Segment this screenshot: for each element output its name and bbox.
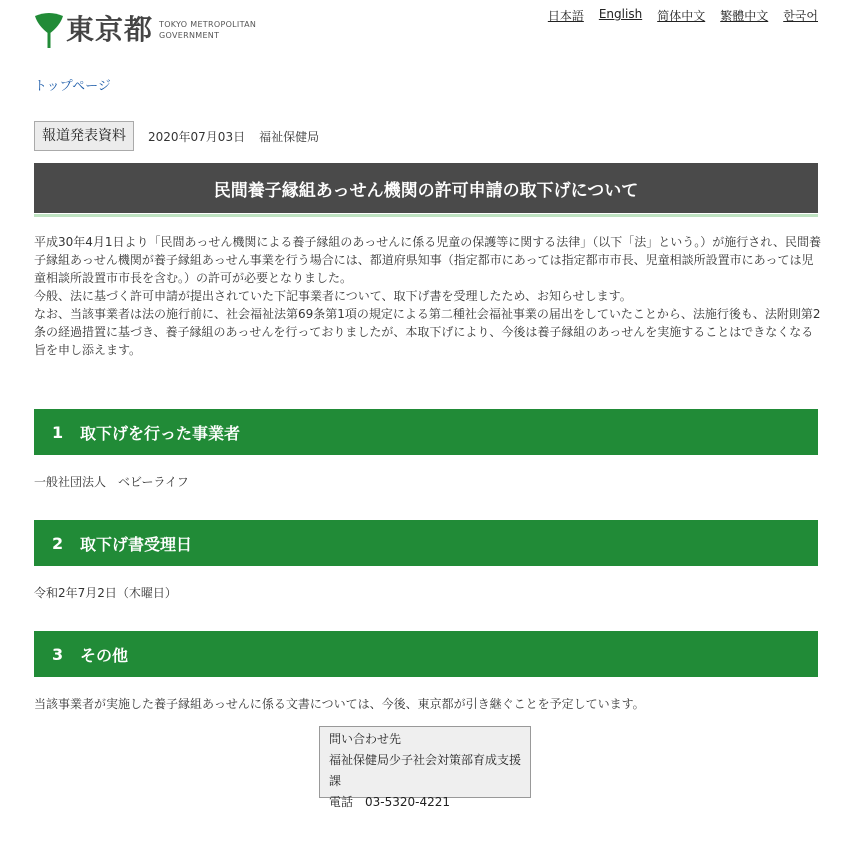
press-date: 2020年07月03日 bbox=[148, 129, 246, 144]
lang-link-japanese[interactable]: 日本語 bbox=[547, 9, 584, 23]
press-bureau: 福祉保健局 bbox=[259, 129, 320, 144]
section-heading-text: 取下げ書受理日 bbox=[80, 534, 193, 554]
section-heading-3 bbox=[34, 631, 818, 677]
press-meta bbox=[34, 121, 319, 151]
contact-department: 福祉保健局少子社会対策部育成支援課 bbox=[329, 753, 522, 788]
site-header bbox=[0, 0, 848, 60]
title-underline bbox=[34, 214, 818, 217]
section-body-2: 令和2年7月2日（木曜日） bbox=[34, 586, 177, 600]
page-title: 民間養子縁組あっせん機関の許可申請の取下げについて bbox=[34, 163, 818, 213]
contact-label: 問い合わせ先 bbox=[329, 732, 402, 746]
intro-paragraph: 今般、法に基づく許可申請が提出されていた下記事業者について、取下げ書を受理したため、お知らせします。 bbox=[34, 289, 632, 303]
section-number: 1 bbox=[52, 422, 64, 442]
ginkgo-leaf-icon bbox=[34, 12, 64, 48]
lang-link-english[interactable]: English bbox=[598, 7, 643, 21]
logo-subtitle bbox=[159, 19, 256, 41]
section-heading-text: その他 bbox=[80, 645, 129, 665]
section-number: 2 bbox=[52, 533, 64, 553]
section-body-3: 当該事業者が実施した養子縁組あっせんに係る文書については、今後、東京都が引き継ぐことを予定しています。 bbox=[34, 697, 645, 711]
logo-text: 東京都 bbox=[66, 13, 154, 46]
logo-subtitle-line1: TOKYO METROPOLITAN bbox=[159, 20, 257, 29]
section-body-1: 一般社団法人 ベビーライフ bbox=[34, 475, 189, 489]
breadcrumb-top-page[interactable]: トップページ bbox=[34, 79, 111, 94]
lang-link-korean[interactable]: 한국어 bbox=[783, 9, 818, 23]
intro-text bbox=[34, 233, 824, 359]
tokyo-logo[interactable] bbox=[34, 12, 256, 48]
section-number: 3 bbox=[52, 644, 64, 664]
intro-paragraph: なお、当該事業者は法の施行前に、社会福祉法第69条第1項の規定による第二種社会福祉事業の届出をしていたことから、法施行後も、法附則第2条の経過措置に基づき、養子縁組のあっせんを行っておりましたが、本取下げにより、今後は養子縁組のあっせんを実施することはできなくなる旨を申し添えます。 bbox=[34, 307, 821, 357]
intro-paragraph: 平成30年4月1日より「民間あっせん機関による養子縁組のあっせんに係る児童の保護等に関する法律」（以下「法」という。）が施行され、民間養子縁組あっせん機関が養子縁組あっせん事業を行う場合には、都道府県知事（指定都市にあっては指定都市市長、児童相談所設置市にあっては児童相談所設置市市長を含む。）の許可が必要となりました。 bbox=[34, 235, 822, 285]
section-heading-text: 取下げを行った事業者 bbox=[80, 423, 241, 443]
lang-link-traditional-chinese[interactable]: 繁體中文 bbox=[720, 9, 769, 23]
lang-link-simplified-chinese[interactable]: 简体中文 bbox=[657, 9, 706, 23]
logo-subtitle-line2: GOVERNMENT bbox=[159, 31, 220, 40]
contact-phone: 電話 03-5320-4221 bbox=[329, 795, 451, 809]
press-date-bureau bbox=[148, 128, 319, 145]
section-heading-2 bbox=[34, 520, 818, 566]
press-release-badge: 報道発表資料 bbox=[34, 121, 134, 151]
section-heading-1 bbox=[34, 409, 818, 455]
language-nav bbox=[548, 7, 818, 24]
contact-box bbox=[319, 726, 531, 809]
